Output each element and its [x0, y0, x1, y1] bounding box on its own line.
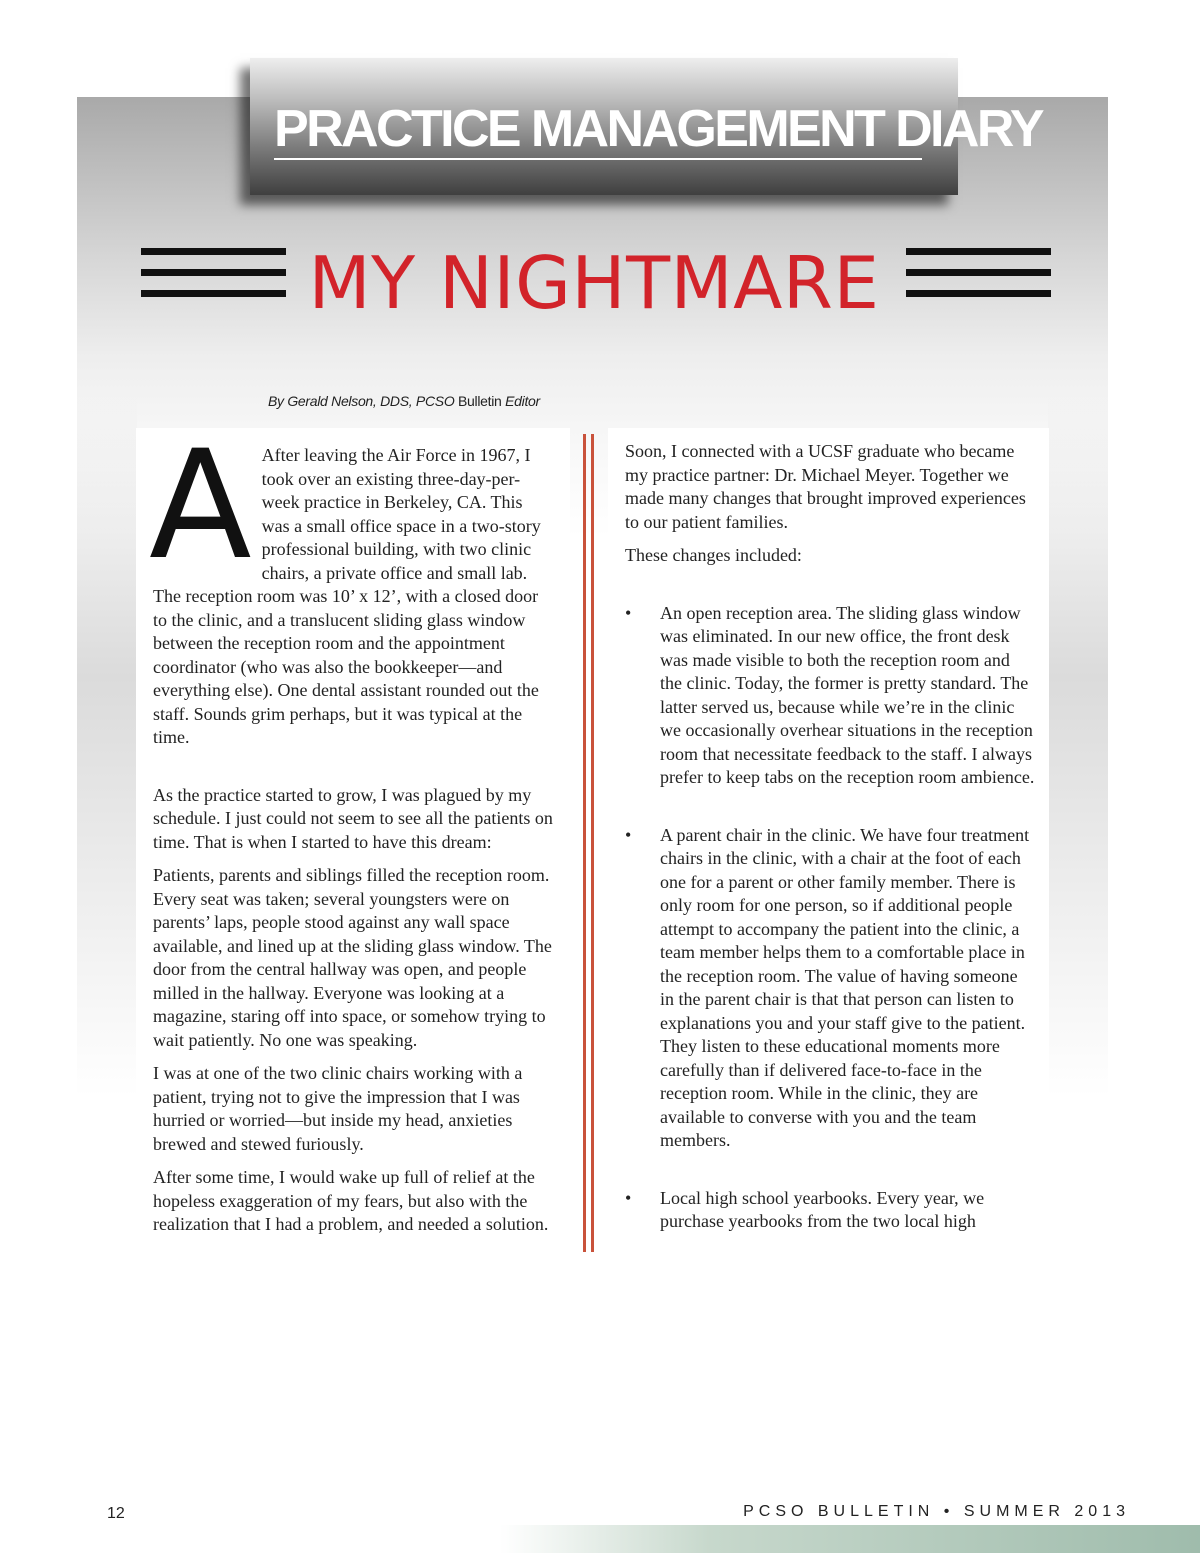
list-item: • An open reception area. The sliding glass window was eliminated. In our new office, the front desk was made visible to both the reception room and the clinic. Today, the former is pretty standard. The latter served us, because while we’re in the clinic we occasionally overhear situations in the reception room that necessitate feedback to the staff. I always prefer to keep tabs on the reception room ambience.: [625, 602, 1035, 787]
article-headline: MY NIGHTMARE: [308, 241, 880, 325]
paragraph: I was at one of the two clinic chairs working with a patient, trying not to give the impression that I was hurried or worried—but inside my head, anxieties brewed and stewed furiously.: [153, 1063, 523, 1154]
paragraph: As the practice started to grow, I was plagued by my schedule. I just could not seem to see all the patients on time. That is when I started to have this dream:: [153, 784, 553, 852]
publication-footer: PCSO BULLETIN • SUMMER 2013: [743, 1503, 1130, 1520]
paragraph: After some time, I would wake up full of relief at the hopeless exaggeration of my fears, but also with the realization that I had a problem, and needed a solution.: [153, 1167, 549, 1234]
paragraph: These changes included:: [625, 545, 802, 565]
bullet: •: [625, 1187, 632, 1208]
section-banner: [250, 58, 1042, 195]
headline-bars-right: [906, 248, 1051, 311]
drop-cap: A: [149, 419, 252, 593]
list-item: • Local high school yearbooks. Every year, we purchase yearbooks from the two local high: [625, 1187, 985, 1231]
paragraph: Patients, parents and siblings filled the reception room. Every seat was taken; several youngsters were on parents’ laps, people stood against any wall space available, and lined up at the sliding glass window. The door from the central hallway was open, and people milled in the hallway. Everyone was looking at a magazine, staring off into space, or somehow trying to wait patiently. No one was speaking.: [153, 865, 552, 1050]
bullet: •: [625, 602, 632, 623]
headline-bars-left: [141, 248, 286, 311]
section-title: PRACTICE MANAGEMENT DIARY: [274, 100, 1042, 158]
column-divider: [583, 434, 594, 1252]
paragraph: Soon, I connected with a UCSF graduate who became my practice partner: Dr. Michael Meyer. Together we made many changes that brought improved experiences to our patient families.: [625, 441, 1026, 532]
bullet: •: [625, 824, 632, 845]
byline: By Gerald Nelson, DDS, PCSO Bulletin Editor: [268, 393, 540, 409]
right-column: [625, 440, 1035, 1244]
list-item: • A parent chair in the clinic. We have four treatment chairs in the clinic, with a chair at the foot of each one for a parent or other family member. There is only room for one person, so if additional people attempt to accompany the patient into the clinic, a team member helps them to a comfortable place in the reception room. The value of having someone in the parent chair is that that person can listen to explanations you and your staff give to the patient. They listen to these educational moments more carefully than if delivered face-to-face in the reception room. While in the clinic, they are available to converse with you and the team members.: [625, 824, 1030, 1150]
left-column: [149, 419, 553, 1247]
footer-band: [500, 1525, 1200, 1553]
paragraph: A After leaving the Air Force in 1967, I took over an existing three-day-per-week practice in Berkeley, CA. This was a small office space in a two-story professional building, with two clinic chairs, a private office and small lab. The reception room was 10’ x 12’, with a closed door to the clinic, and a translucent sliding glass window between the reception room and the appointment coordinator (who was also the bookkeeper—and everything else). One dental assistant rounded out the staff. Sounds grim perhaps, but it was typical at the time.: [149, 419, 541, 747]
page-number: 12: [107, 1505, 125, 1522]
